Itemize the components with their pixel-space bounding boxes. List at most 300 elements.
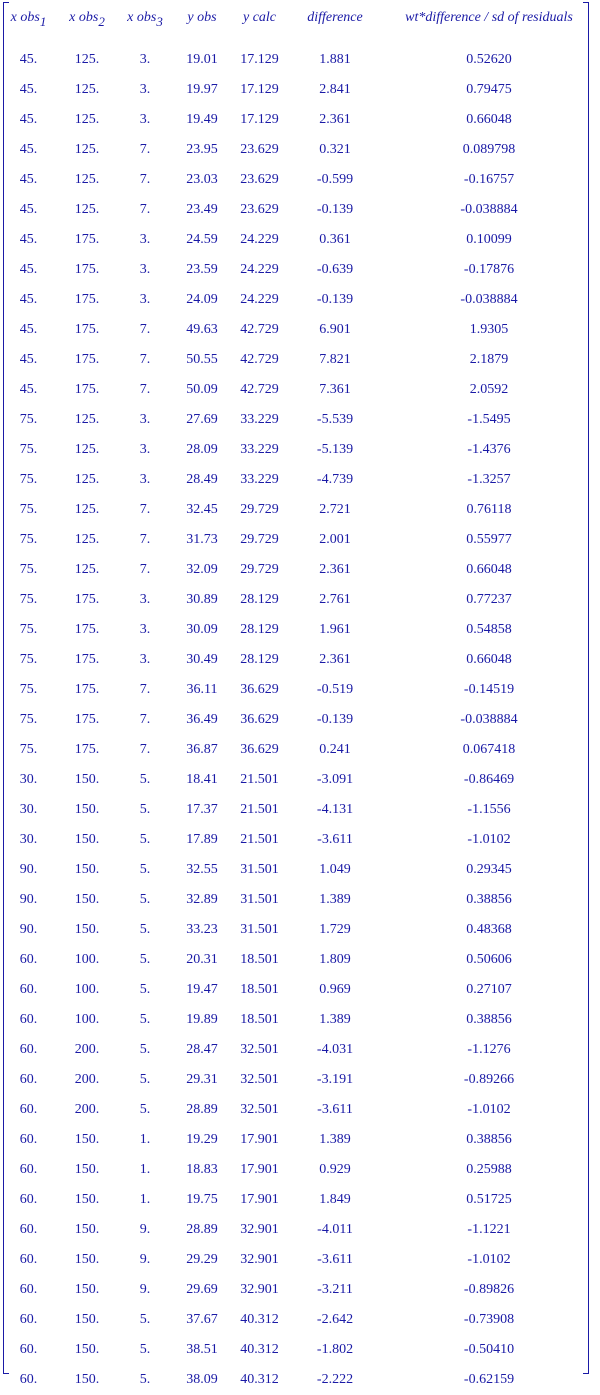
table-row (0, 345, 596, 375)
cell-x-obs-3: 7. (139, 352, 151, 367)
cell-weighted-residual: -1.0102 (467, 1102, 511, 1117)
cell-y-obs: 32.55 (186, 862, 218, 877)
cell-x-obs-1: 45. (19, 292, 38, 307)
table-row (0, 225, 596, 255)
cell-y-calc: 33.229 (240, 442, 279, 457)
cell-y-calc: 36.629 (240, 742, 279, 757)
table-row (0, 1335, 596, 1365)
cell-difference: -0.139 (316, 712, 354, 727)
cell-weighted-residual: -1.0102 (467, 1252, 511, 1267)
cell-difference: 2.841 (319, 82, 351, 97)
cell-difference: -5.139 (316, 442, 354, 457)
header-row (0, 0, 596, 45)
cell-x-obs-2: 125. (74, 142, 100, 157)
cell-x-obs-3: 7. (139, 682, 151, 697)
cell-x-obs-3: 7. (139, 322, 151, 337)
cell-difference: 1.961 (319, 622, 351, 637)
cell-difference: 1.729 (319, 922, 351, 937)
cell-x-obs-1: 45. (19, 322, 38, 337)
cell-weighted-residual: 0.067418 (462, 742, 516, 757)
cell-x-obs-1: 90. (19, 892, 38, 907)
table-row (0, 825, 596, 855)
cell-x-obs-1: 45. (19, 172, 38, 187)
table-row (0, 975, 596, 1005)
cell-x-obs-3: 3. (139, 592, 151, 607)
cell-y-obs: 19.01 (186, 52, 218, 67)
header-weighted-residual: wt*difference / sd of residuals (405, 9, 573, 25)
cell-weighted-residual: 0.54858 (466, 622, 512, 637)
cell-y-obs: 19.29 (186, 1132, 218, 1147)
cell-difference: -2.222 (316, 1372, 354, 1387)
cell-x-obs-1: 75. (19, 442, 38, 457)
cell-weighted-residual: 0.38856 (466, 1012, 512, 1027)
cell-weighted-residual: -0.038884 (460, 292, 518, 307)
cell-y-calc: 23.629 (240, 202, 279, 217)
cell-weighted-residual: 0.29345 (466, 862, 512, 877)
cell-x-obs-2: 175. (74, 652, 100, 667)
cell-x-obs-1: 45. (19, 202, 38, 217)
cell-difference: 1.389 (319, 892, 351, 907)
cell-x-obs-1: 30. (19, 832, 38, 847)
table-row (0, 795, 596, 825)
cell-x-obs-2: 150. (74, 1372, 100, 1387)
cell-difference: 1.389 (319, 1012, 351, 1027)
cell-x-obs-1: 60. (19, 1372, 38, 1387)
table-row (0, 555, 596, 585)
table-row (0, 1215, 596, 1245)
cell-y-obs: 29.69 (186, 1282, 218, 1297)
cell-y-calc: 18.501 (240, 982, 279, 997)
cell-y-obs: 28.09 (186, 442, 218, 457)
table-row (0, 915, 596, 945)
cell-weighted-residual: -0.038884 (460, 712, 518, 727)
cell-difference: 0.361 (319, 232, 351, 247)
cell-x-obs-1: 75. (19, 682, 38, 697)
cell-y-calc: 24.229 (240, 232, 279, 247)
cell-y-obs: 38.51 (186, 1342, 218, 1357)
cell-difference: 7.821 (319, 352, 351, 367)
cell-x-obs-1: 45. (19, 142, 38, 157)
cell-x-obs-2: 175. (74, 322, 100, 337)
table-row (0, 45, 596, 75)
cell-difference: -4.031 (316, 1042, 354, 1057)
cell-weighted-residual: 0.089798 (462, 142, 516, 157)
cell-weighted-residual: 0.38856 (466, 1132, 512, 1147)
cell-x-obs-3: 9. (139, 1282, 151, 1297)
cell-x-obs-3: 5. (139, 1312, 151, 1327)
cell-x-obs-1: 60. (19, 1102, 38, 1117)
cell-difference: -3.611 (317, 832, 353, 847)
cell-x-obs-1: 90. (19, 922, 38, 937)
cell-difference: 2.361 (319, 112, 351, 127)
cell-x-obs-3: 3. (139, 52, 151, 67)
cell-difference: 1.809 (319, 952, 351, 967)
cell-weighted-residual: 0.66048 (466, 652, 512, 667)
cell-x-obs-1: 75. (19, 562, 38, 577)
cell-weighted-residual: -1.1221 (467, 1222, 511, 1237)
cell-difference: -3.611 (317, 1102, 353, 1117)
cell-x-obs-2: 150. (74, 1282, 100, 1297)
cell-x-obs-1: 75. (19, 622, 38, 637)
cell-x-obs-3: 3. (139, 622, 151, 637)
cell-x-obs-1: 60. (19, 1132, 38, 1147)
cell-x-obs-3: 5. (139, 1372, 151, 1387)
cell-difference: -4.131 (316, 802, 354, 817)
cell-difference: 7.361 (319, 382, 351, 397)
cell-x-obs-3: 7. (139, 382, 151, 397)
cell-x-obs-1: 45. (19, 82, 38, 97)
cell-difference: 0.321 (319, 142, 351, 157)
cell-y-obs: 38.09 (186, 1372, 218, 1387)
table-row (0, 615, 596, 645)
cell-y-calc: 40.312 (240, 1312, 279, 1327)
cell-y-calc: 29.729 (240, 562, 279, 577)
cell-x-obs-1: 60. (19, 952, 38, 967)
cell-x-obs-2: 150. (74, 1342, 100, 1357)
cell-x-obs-1: 45. (19, 382, 38, 397)
table-row (0, 855, 596, 885)
cell-x-obs-3: 5. (139, 832, 151, 847)
cell-y-calc: 29.729 (240, 532, 279, 547)
table-row (0, 165, 596, 195)
cell-difference: 1.389 (319, 1132, 351, 1147)
table-row (0, 255, 596, 285)
cell-x-obs-3: 5. (139, 1042, 151, 1057)
table-row (0, 435, 596, 465)
cell-x-obs-3: 7. (139, 142, 151, 157)
cell-y-calc: 18.501 (240, 1012, 279, 1027)
cell-x-obs-3: 3. (139, 232, 151, 247)
cell-y-obs: 19.75 (186, 1192, 218, 1207)
table-row (0, 465, 596, 495)
cell-x-obs-2: 125. (74, 202, 100, 217)
table-row (0, 135, 596, 165)
cell-weighted-residual: 0.48368 (466, 922, 512, 937)
cell-x-obs-3: 1. (139, 1132, 151, 1147)
table-row (0, 1035, 596, 1065)
cell-y-calc: 31.501 (240, 862, 279, 877)
cell-weighted-residual: 0.38856 (466, 892, 512, 907)
cell-x-obs-1: 60. (19, 1072, 38, 1087)
cell-y-obs: 20.31 (186, 952, 218, 967)
cell-x-obs-1: 30. (19, 802, 38, 817)
cell-y-calc: 23.629 (240, 142, 279, 157)
table-row (0, 675, 596, 705)
cell-y-calc: 17.129 (240, 112, 279, 127)
cell-difference: -3.191 (316, 1072, 354, 1087)
cell-y-calc: 31.501 (240, 922, 279, 937)
cell-y-calc: 28.129 (240, 622, 279, 637)
cell-x-obs-3: 3. (139, 652, 151, 667)
cell-y-obs: 32.09 (186, 562, 218, 577)
cell-y-obs: 19.89 (186, 1012, 218, 1027)
cell-y-obs: 29.31 (186, 1072, 218, 1087)
cell-x-obs-3: 9. (139, 1252, 151, 1267)
cell-x-obs-1: 60. (19, 982, 38, 997)
cell-y-obs: 33.23 (186, 922, 218, 937)
cell-y-obs: 32.89 (186, 892, 218, 907)
cell-difference: -4.011 (317, 1222, 353, 1237)
cell-x-obs-1: 60. (19, 1252, 38, 1267)
cell-difference: 2.721 (319, 502, 351, 517)
cell-weighted-residual: -0.86469 (463, 772, 515, 787)
cell-y-calc: 17.129 (240, 52, 279, 67)
cell-x-obs-1: 45. (19, 52, 38, 67)
cell-x-obs-2: 150. (74, 772, 100, 787)
cell-x-obs-2: 175. (74, 292, 100, 307)
cell-y-calc: 32.901 (240, 1252, 279, 1267)
cell-y-obs: 28.47 (186, 1042, 218, 1057)
cell-x-obs-3: 7. (139, 742, 151, 757)
cell-y-obs: 50.09 (186, 382, 218, 397)
cell-x-obs-1: 60. (19, 1042, 38, 1057)
header-x-obs-1: x obs$_1$ (10, 9, 47, 29)
cell-y-calc: 42.729 (240, 322, 279, 337)
cell-y-calc: 17.901 (240, 1192, 279, 1207)
cell-y-calc: 32.501 (240, 1102, 279, 1117)
cell-x-obs-3: 7. (139, 502, 151, 517)
cell-x-obs-2: 175. (74, 682, 100, 697)
cell-y-calc: 28.129 (240, 592, 279, 607)
cell-weighted-residual: -0.50410 (463, 1342, 515, 1357)
cell-x-obs-2: 150. (74, 1252, 100, 1267)
cell-weighted-residual: 0.10099 (466, 232, 512, 247)
cell-x-obs-3: 7. (139, 532, 151, 547)
cell-y-obs: 31.73 (186, 532, 218, 547)
cell-weighted-residual: 0.76118 (466, 502, 512, 517)
cell-y-calc: 32.501 (240, 1072, 279, 1087)
cell-y-obs: 17.89 (186, 832, 218, 847)
cell-x-obs-2: 125. (74, 532, 100, 547)
cell-difference: 1.881 (319, 52, 351, 67)
cell-difference: 2.361 (319, 562, 351, 577)
table-row (0, 1155, 596, 1185)
cell-x-obs-1: 60. (19, 1192, 38, 1207)
cell-x-obs-3: 5. (139, 772, 151, 787)
cell-x-obs-2: 150. (74, 862, 100, 877)
cell-x-obs-1: 60. (19, 1312, 38, 1327)
cell-x-obs-3: 5. (139, 982, 151, 997)
cell-x-obs-1: 60. (19, 1342, 38, 1357)
cell-weighted-residual: -1.5495 (467, 412, 511, 427)
cell-weighted-residual: 2.0592 (469, 382, 509, 397)
cell-difference: -2.642 (316, 1312, 354, 1327)
cell-difference: -4.739 (316, 472, 354, 487)
cell-y-obs: 19.97 (186, 82, 218, 97)
cell-y-calc: 42.729 (240, 352, 279, 367)
cell-x-obs-1: 75. (19, 592, 38, 607)
cell-weighted-residual: -0.16757 (463, 172, 515, 187)
cell-x-obs-1: 75. (19, 412, 38, 427)
table-row (0, 705, 596, 735)
cell-y-calc: 17.129 (240, 82, 279, 97)
table-row (0, 1125, 596, 1155)
cell-y-obs: 18.41 (186, 772, 218, 787)
cell-x-obs-2: 150. (74, 802, 100, 817)
cell-y-calc: 32.901 (240, 1282, 279, 1297)
table-row (0, 525, 596, 555)
cell-y-obs: 50.55 (186, 352, 218, 367)
cell-x-obs-3: 9. (139, 1222, 151, 1237)
table-row (0, 315, 596, 345)
cell-x-obs-3: 7. (139, 202, 151, 217)
cell-x-obs-3: 3. (139, 292, 151, 307)
cell-weighted-residual: 0.25988 (466, 1162, 512, 1177)
cell-x-obs-2: 150. (74, 832, 100, 847)
cell-x-obs-2: 100. (74, 952, 100, 967)
cell-y-calc: 32.501 (240, 1042, 279, 1057)
cell-weighted-residual: 1.9305 (469, 322, 509, 337)
cell-y-calc: 29.729 (240, 502, 279, 517)
cell-x-obs-2: 175. (74, 352, 100, 367)
cell-y-calc: 42.729 (240, 382, 279, 397)
cell-x-obs-1: 60. (19, 1162, 38, 1177)
cell-weighted-residual: -1.3257 (467, 472, 511, 487)
cell-weighted-residual: 0.66048 (466, 112, 512, 127)
cell-difference: 0.969 (319, 982, 351, 997)
cell-y-obs: 27.69 (186, 412, 218, 427)
cell-x-obs-3: 3. (139, 82, 151, 97)
cell-x-obs-3: 5. (139, 892, 151, 907)
cell-difference: -3.211 (317, 1282, 353, 1297)
cell-x-obs-1: 45. (19, 262, 38, 277)
cell-x-obs-2: 125. (74, 442, 100, 457)
cell-x-obs-2: 150. (74, 892, 100, 907)
header-y-calc: y calc (242, 9, 277, 25)
cell-x-obs-2: 200. (74, 1042, 100, 1057)
cell-y-obs: 29.29 (186, 1252, 218, 1267)
cell-x-obs-3: 5. (139, 802, 151, 817)
cell-difference: 1.049 (319, 862, 351, 877)
cell-y-obs: 37.67 (186, 1312, 218, 1327)
cell-x-obs-1: 45. (19, 232, 38, 247)
cell-difference: 1.849 (319, 1192, 351, 1207)
cell-x-obs-2: 200. (74, 1072, 100, 1087)
cell-difference: 6.901 (319, 322, 351, 337)
header-y-obs: y obs (187, 9, 217, 25)
cell-y-obs: 24.09 (186, 292, 218, 307)
cell-x-obs-2: 175. (74, 742, 100, 757)
table-body (0, 45, 596, 1395)
cell-y-obs: 30.49 (186, 652, 218, 667)
table-row (0, 585, 596, 615)
cell-y-calc: 17.901 (240, 1132, 279, 1147)
cell-weighted-residual: -1.0102 (467, 832, 511, 847)
cell-weighted-residual: 0.27107 (466, 982, 512, 997)
table-row (0, 195, 596, 225)
cell-weighted-residual: 0.52620 (466, 52, 512, 67)
cell-x-obs-3: 5. (139, 922, 151, 937)
cell-difference: -0.519 (316, 682, 354, 697)
cell-difference: -5.539 (316, 412, 354, 427)
table-row (0, 1005, 596, 1035)
cell-y-calc: 21.501 (240, 832, 279, 847)
cell-weighted-residual: -0.62159 (463, 1372, 515, 1387)
cell-difference: -0.139 (316, 202, 354, 217)
cell-x-obs-3: 5. (139, 1102, 151, 1117)
cell-y-obs: 30.89 (186, 592, 218, 607)
cell-x-obs-1: 90. (19, 862, 38, 877)
cell-x-obs-1: 30. (19, 772, 38, 787)
table-row (0, 1095, 596, 1125)
cell-y-obs: 23.95 (186, 142, 218, 157)
cell-y-obs: 23.03 (186, 172, 218, 187)
table-row (0, 285, 596, 315)
cell-difference: -0.599 (316, 172, 354, 187)
table-row (0, 1185, 596, 1215)
cell-difference: 2.361 (319, 652, 351, 667)
cell-x-obs-1: 60. (19, 1222, 38, 1237)
cell-weighted-residual: -1.4376 (467, 442, 511, 457)
cell-x-obs-1: 75. (19, 652, 38, 667)
table-row (0, 945, 596, 975)
cell-y-calc: 24.229 (240, 292, 279, 307)
cell-y-calc: 33.229 (240, 412, 279, 427)
table-row (0, 1065, 596, 1095)
cell-difference: -1.802 (316, 1342, 354, 1357)
cell-y-calc: 40.312 (240, 1342, 279, 1357)
cell-x-obs-3: 7. (139, 712, 151, 727)
cell-x-obs-3: 5. (139, 952, 151, 967)
cell-x-obs-1: 45. (19, 352, 38, 367)
cell-x-obs-2: 175. (74, 382, 100, 397)
cell-x-obs-1: 45. (19, 112, 38, 127)
cell-weighted-residual: -0.17876 (463, 262, 515, 277)
cell-x-obs-1: 75. (19, 502, 38, 517)
cell-y-calc: 17.901 (240, 1162, 279, 1177)
cell-x-obs-3: 7. (139, 172, 151, 187)
cell-y-calc: 40.312 (240, 1372, 279, 1387)
cell-x-obs-1: 75. (19, 532, 38, 547)
cell-x-obs-2: 125. (74, 502, 100, 517)
cell-weighted-residual: 0.79475 (466, 82, 512, 97)
cell-y-calc: 36.629 (240, 682, 279, 697)
cell-y-obs: 19.47 (186, 982, 218, 997)
table-row (0, 105, 596, 135)
cell-x-obs-2: 125. (74, 82, 100, 97)
cell-y-calc: 31.501 (240, 892, 279, 907)
cell-x-obs-3: 3. (139, 472, 151, 487)
header-x-obs-2: x obs$_2$ (69, 9, 105, 29)
cell-x-obs-2: 150. (74, 1222, 100, 1237)
cell-x-obs-3: 3. (139, 442, 151, 457)
table-row (0, 1275, 596, 1305)
cell-y-calc: 18.501 (240, 952, 279, 967)
cell-y-obs: 32.45 (186, 502, 218, 517)
cell-y-obs: 36.11 (186, 682, 218, 697)
cell-y-obs: 28.49 (186, 472, 218, 487)
cell-weighted-residual: -0.89266 (463, 1072, 515, 1087)
cell-x-obs-2: 150. (74, 922, 100, 937)
cell-x-obs-2: 175. (74, 712, 100, 727)
cell-weighted-residual: 2.1879 (469, 352, 509, 367)
table-row (0, 645, 596, 675)
cell-y-obs: 19.49 (186, 112, 218, 127)
cell-difference: 0.929 (319, 1162, 351, 1177)
cell-x-obs-2: 150. (74, 1132, 100, 1147)
cell-y-obs: 23.59 (186, 262, 218, 277)
cell-difference: 2.761 (319, 592, 351, 607)
cell-x-obs-3: 3. (139, 412, 151, 427)
cell-x-obs-3: 5. (139, 1012, 151, 1027)
cell-x-obs-2: 175. (74, 622, 100, 637)
cell-weighted-residual: -0.89826 (463, 1282, 515, 1297)
cell-y-obs: 28.89 (186, 1102, 218, 1117)
cell-weighted-residual: 0.66048 (466, 562, 512, 577)
cell-y-obs: 49.63 (186, 322, 218, 337)
cell-x-obs-2: 200. (74, 1102, 100, 1117)
cell-y-calc: 28.129 (240, 652, 279, 667)
